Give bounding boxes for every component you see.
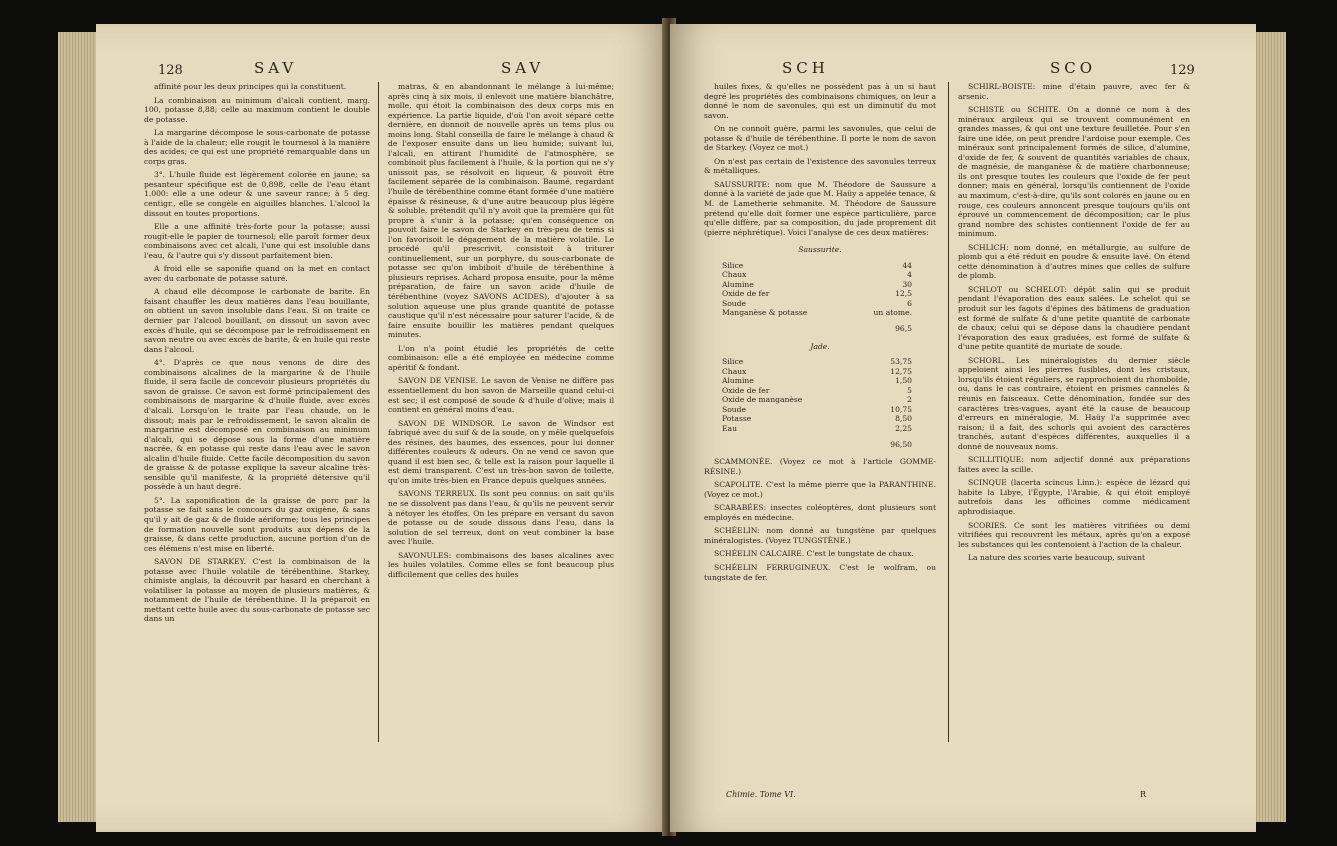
running-head: SCH — [782, 59, 829, 77]
footer-volume: Chimie. Tome VI. — [726, 790, 796, 800]
component-name: Alumine — [722, 376, 754, 386]
paragraph: SCHORL. Les minéralogistes du dernier siècle appeloient ainsi les pierres fusibles, dont les cristaux, lorsqu'ils étoient réguliers, se rapprochoient du rhomboïde, ou, dans le cas contraire, étoient en prismes cannelés & réunis en faisceaux. Cette dénomination, fondée sur des caractères très-vagues, ayant été la cause de beaucoup d'erreurs en minéralogie, M. Haüy l'a supprimée avec raison; il a fait, des schorls qui avoient des caractères tranchés, autant d'espèces différentes, auxquelles il a donné de nouveaux noms. — [958, 355, 1190, 451]
paragraph: A froid elle se saponifie quand on la met en contact avec du carbonate de potasse saturé. — [144, 264, 370, 283]
page-number: 129 — [1170, 63, 1195, 78]
component-value: 4 — [907, 270, 912, 280]
column-rule — [378, 82, 379, 742]
paragraph: SAVONULES: combinaisons des bases alcalines avec les huiles volatiles. Comme elles se font beaucoup plus difficilement que celles des huiles — [388, 550, 614, 579]
paragraph: La nature des scories varie beaucoup, suivant — [968, 553, 1146, 563]
text-column — [388, 82, 614, 583]
table-row — [722, 261, 912, 271]
component-value: 12,75 — [890, 366, 912, 376]
page-number: 128 — [158, 63, 183, 78]
paragraph: SCORIES. Ce sont les matières vitrifiées ou demi vitrifiées qui recouvrent les métaux, après qu'on a exposé les substances qui les contenoient à l'action de la chaleur. — [958, 520, 1190, 549]
paragraph: SCHÉELIN FERRUGINEUX. C'est le wolfram, ou tungstate de fer. — [704, 562, 936, 582]
table-row — [722, 299, 912, 309]
component-value: 44 — [902, 260, 912, 270]
component-value: 12,5 — [895, 289, 912, 299]
paragraph: A chaud elle décompose le carbonate de barite. En faisant chauffer les deux matières dans l'eau bouillante, on obtient un savon insoluble dans l'eau. Si on traite ce dernier par l'alcool bouillant, on dissout un savon avec excès d'huile, qui se décompose par le refroidissement en savon neutre ou avec excès de barite, & en huile qui reste dans l'alcool. — [144, 287, 370, 354]
text-column — [144, 82, 370, 628]
component-name: Soude — [722, 404, 747, 414]
component-name: Silice — [722, 260, 744, 270]
table-title: Saussurite. — [798, 245, 842, 255]
table-row — [722, 367, 912, 377]
component-name: Manganèse & potasse — [722, 308, 808, 318]
paragraph: La combinaison au minimum d'alcali contient, marg. 100, potasse 8,88; celle au maximum contient le double de potasse. — [144, 95, 370, 124]
paragraph: 5°. La saponification de la graisse de porc par la potasse se fait sans le concours du gaz oxigène, & sans qu'il y ait de gaz & de fluide aériforme; tous les principes de formation nouvelle sont produits aux dépens de la graisse, & dans cette production, aucune portion d'un de ces élémens n'est mise en liberté. — [144, 495, 370, 553]
paragraph: SCARABÉES: insectes coléoptères, dont plusieurs sont employés en médecine. — [704, 503, 936, 522]
text-column — [704, 82, 936, 586]
table-row — [722, 270, 912, 280]
component-name: Potasse — [722, 414, 752, 424]
table-row — [722, 395, 912, 405]
component-name: Soude — [722, 298, 747, 308]
component-name: Chaux — [722, 366, 747, 376]
component-name: Oxide de fer — [722, 289, 770, 299]
text-column — [958, 82, 1190, 567]
component-value: 1,50 — [895, 376, 912, 386]
paragraph: 4°. D'après ce que nous venons de dire des combinaisons alcalines de la margarine & de l'huile fluide, il sera facile de concevoir plusieurs propriétés du savon de graisse. Ce savon est formé principalement des combinaisons de margarine & d'huile fluide, avec excès d'alcali. Lorsqu'on le traite par l'eau chaude, on le dissout; mais par le refroidissement, le savon alcalin de margarine est décomposé en combinaison au minimum d'alcali, qui se dépose sous la forme d'une matière nacrée, & en potasse qui reste dans l'eau avec le savon alcalin d'huile fluide. Cette facile décomposition du savon de graisse & de potasse explique la saveur alcaline très-sensible qu'il manifeste, & la propriété détersive qu'il possède à un haut degré. — [144, 358, 370, 492]
component-value: un atome. — [873, 308, 912, 318]
paragraph: SAVON DE VENISE. Le savon de Venise ne diffère pas essentiellement du bon savon de Marseille quand celui-ci est sec; il est composé de soude & d'huile d'olive; mais il contient en général moins d'eau. — [388, 376, 614, 415]
analysis-table — [722, 261, 912, 318]
component-name: Eau — [722, 423, 737, 433]
left-page — [96, 24, 668, 832]
component-value: 6 — [907, 298, 912, 308]
component-value: 5 — [907, 385, 912, 395]
running-head: SCO — [1050, 59, 1097, 77]
signature-mark: R — [1140, 790, 1147, 800]
table-total: 96,5 — [895, 324, 912, 334]
paragraph: SAVON DE STARKEY. C'est la combinaison de la potasse avec l'huile volatile de térébenthine. Starkey, chimiste anglais, la découvrit par hasard en cherchant à volatiliser la potasse au moyen de plusieurs matières, & notamment de l'huile de térébenthine. Il la préparoit en mettant cette huile avec du sous-carbonate de potasse sec dans un — [144, 557, 370, 624]
paragraph: SCAPOLITE. C'est la même pierre que la PARANTHINE. (Voyez ce mot.) — [704, 480, 936, 499]
paragraph: SCHIRL-BOISTE: mine d'étain pauvre, avec fer & arsenic. — [958, 82, 1190, 101]
table-title: Jade. — [810, 341, 830, 351]
table-row — [722, 414, 912, 424]
component-name: Oxide de manganèse — [722, 395, 803, 405]
paragraph: SAVONS TERREUX. Ils sont peu connus: on sait qu'ils ne se dissolvent pas dans l'eau, & qu'ils ne peuvent servir à nétoyer les étoffes. On les prépare en versant du savon de potasse ou de soude dissous dans l'eau, dans la solution de sel terreux, dont on veut combiner la base avec l'huile. — [388, 489, 614, 547]
paragraph: SCHLICH: nom donné, en métallurgie, au sulfure de plomb qui a été réduit en poudre & ensuite lavé. On étend cette dénomination à d'autres mines que celles de sulfure de plomb. — [958, 242, 1190, 281]
table-row — [722, 376, 912, 386]
analysis-table — [722, 357, 912, 433]
paragraph: On n'est pas certain de l'existence des savonules terreux & métalliques. — [704, 156, 936, 176]
paragraph: SCHISTE ou SCHITE. On a donné ce nom à des minéraux argileux qui se trouvent communément en grandes masses, & qui ont une texture feuilletée. Pour s'en faire une idée, on peut prendre l'ardoise pour exemple. Ces minéraux sont principalement formés de silice, d'alumine, d'oxide de fer, & souvent de quantités variables de chaux, de magnésie, de manganèse & de matière charbonneuse; ils ont presque toutes les couleurs que l'oxide de fer peut donner; mais en général, lorsqu'ils contiennent de l'oxide au maximum, c'est-à-dire, qu'ils sont colorés en jaune ou en rouge, ces couleurs annoncent presque toujours qu'ils ont éprouvé un commencement de décomposition; car le plus grand nombre des schistes contiennent l'oxide de fer au minimum. — [958, 105, 1190, 239]
column-rule — [948, 82, 949, 742]
component-name: Alumine — [722, 279, 754, 289]
component-value: 2 — [907, 395, 912, 405]
page-edges-right — [1256, 32, 1286, 822]
table-total: 96,50 — [890, 439, 912, 449]
paragraph: L'on n'a point étudié les propriétés de cette combinaison: elle a été employée en médecine comme apéritif & fondant. — [388, 343, 614, 372]
table-row — [722, 357, 912, 367]
paragraph: On ne connoît guère, parmi les savonules, que celui de potasse & d'huile de térébenthine. Il porte le nom de savon de Starkey. (Voyez ce mot.) — [704, 124, 936, 153]
component-name: Chaux — [722, 270, 747, 280]
paragraph: La margarine décompose le sous-carbonate de potasse à l'aide de la chaleur; elle rougit le tournesol à la manière des acides; ce qui est une propriété remarquable dans un corps gras. — [144, 128, 370, 166]
paragraph: Elle a une affinité très-forte pour la potasse; aussi rougit-elle le papier de tournesol; elle paroît former deux combinaisons avec cet alcali, l'une qui est insoluble dans l'eau, & l'autre qui s'y dissout parfaitement bien. — [144, 222, 370, 260]
running-head: SAV — [254, 59, 298, 77]
paragraph: huiles fixes, & qu'elles ne possèdent pas à un si haut degré les propriétés des combinaisons chimiques, on leur a donné le nom de savonules, qui est un diminutif du mot savon. — [704, 82, 936, 120]
running-head: SAV — [501, 59, 545, 77]
page-edges-left — [58, 32, 98, 822]
column-top — [704, 82, 936, 237]
table-row — [722, 280, 912, 290]
open-book — [58, 18, 1286, 836]
paragraph: 3°. L'huile fluide est légèrement colorée en jaune; sa pesanteur spécifique est de 0,898, celle de l'eau étant 1.000: elle a une odeur & une saveur rance; à 5 deg. centigr., elle se congèle en aiguilles blanches. L'alcool la dissout en toutes proportions. — [144, 170, 370, 218]
paragraph: SCHÉELIN: nom donné au tungstène par quelques minéralogistes. (Voyez TUNGSTÈNE.) — [704, 526, 936, 545]
paragraph: affinité pour les deux principes qui la constituent. — [154, 82, 347, 91]
paragraph: SCHÉELIN CALCAIRE. C'est le tungstate de chaux. — [714, 549, 914, 559]
paragraph: SAVON DE WINDSOR. Le savon de Windsor est fabriqué avec du suif & de la soude, on y mêle quelquefois des résines, des baumes, des essences, pour lui donner différentes couleurs & odeurs. On ne vend ce savon que quand il est bien sec, & telle est la raison pour laquelle il est demi transparent. C'est un très-bon savon de toilette, qu'on imite très-bien en France depuis quelques années. — [388, 418, 614, 485]
component-value: 8,50 — [895, 414, 912, 424]
component-value: 2,25 — [895, 423, 912, 433]
paragraph: SCINQUE (lacerta scincus Linn.): espèce de lézard qui habite la Libye, l'Égypte, l'Arabie, & qui étoit employé autrefois dans les officines comme médicament aphrodisiaque. — [958, 478, 1190, 516]
paragraph: SAUSSURITE: nom que M. Théodore de Saussure a donné à la variété de jade que M. Haüy a appelée tenace, & M. de Lametherie sehmanite. M. Théodore de Saussure prétend qu'elle doit former une espèce particulière, parce qu'elle diffère, par sa composition, du jade proprement dit (pierre néphrétique). Voici l'analyse de ces deux matières: — [704, 179, 936, 237]
table-row — [722, 289, 912, 299]
table-row — [722, 424, 912, 434]
paragraph: SCAMMONÉE. (Voyez ce mot à l'article GOMME-RÉSINE.) — [704, 457, 936, 476]
paragraph: SCHLOT ou SCHELOT: dépôt salin qui se produit pendant l'évaporation des eaux salées. Le schelot qui se produit sur les fagots d'épines des bâtimens de graduation est formé de sulfate & d'une petite quantité de carbonate de chaux; celui qui se dépose dans la chaudière pendant l'évaporation des eaux graduées, est formé de sulfate & d'une petite quantité de muriate de soude. — [958, 284, 1190, 352]
component-name: Oxide de fer — [722, 385, 770, 395]
table-row — [722, 386, 912, 396]
table-row — [722, 308, 912, 318]
table-row — [722, 405, 912, 415]
paragraph: matras, & en abandonnant le mélange à lui-même; après cinq à six mois, il enlevoit une matière blanchâtre, molle, qui étoit la combinaison des deux corps mis en expérience. La partie liquide, d'où l'on avoit séparé cette dernière, en donnoit de nouvelle après un tems plus ou moins long. Stahl conseilla de faire le mélange à chaud & de l'exposer ensuite dans un lieu humide; suivant lui, l'alcali, en attirant l'humidité de l'atmosphère, se combinoit plus facilement à l'huile, & la portion qui ne s'y unissoit pas, se résolvoit en liqueur, & pouvoit être facilement séparée de la combinaison. Baumé, regardant l'huile de térébenthine comme étant formée d'une matière épaisse & résineuse, & d'une autre beaucoup plus légère & soluble, prétendit qu'il n'y avoit que la première qui fût propre à s'unir à la potasse; qu'en conséquence on pouvoit faire le savon de Starkey en très-peu de tems si l'on favorisoit le dégagement de la matière volatile. Le procédé qu'il prescrivit, consistoit à triturer continuellement, sur un porphyre, du sous-carbonate de potasse sec qu'on imbiboit d'huile de térébenthine à plusieurs reprises. Achard proposa ensuite, pour la même préparation, de faire un savon acide d'huile de térébenthine (voyez SAVONS ACIDES), d'ajouter à sa solution aqueuse une plus grande quantité de potasse caustique qu'il n'est nécessaire pour saturer l'acide, & de faire ensuite bouillir les matières pendant quelques minutes. — [388, 82, 614, 340]
component-value: 53,75 — [890, 357, 912, 367]
paragraph: SCILLITIQUE: nom adjectif donné aux préparations faites avec la scille. — [958, 455, 1190, 474]
column-bottom — [704, 457, 936, 582]
right-page — [670, 24, 1256, 832]
component-name: Silice — [722, 357, 744, 367]
component-value: 30 — [902, 279, 912, 289]
component-value: 10,75 — [890, 404, 912, 414]
